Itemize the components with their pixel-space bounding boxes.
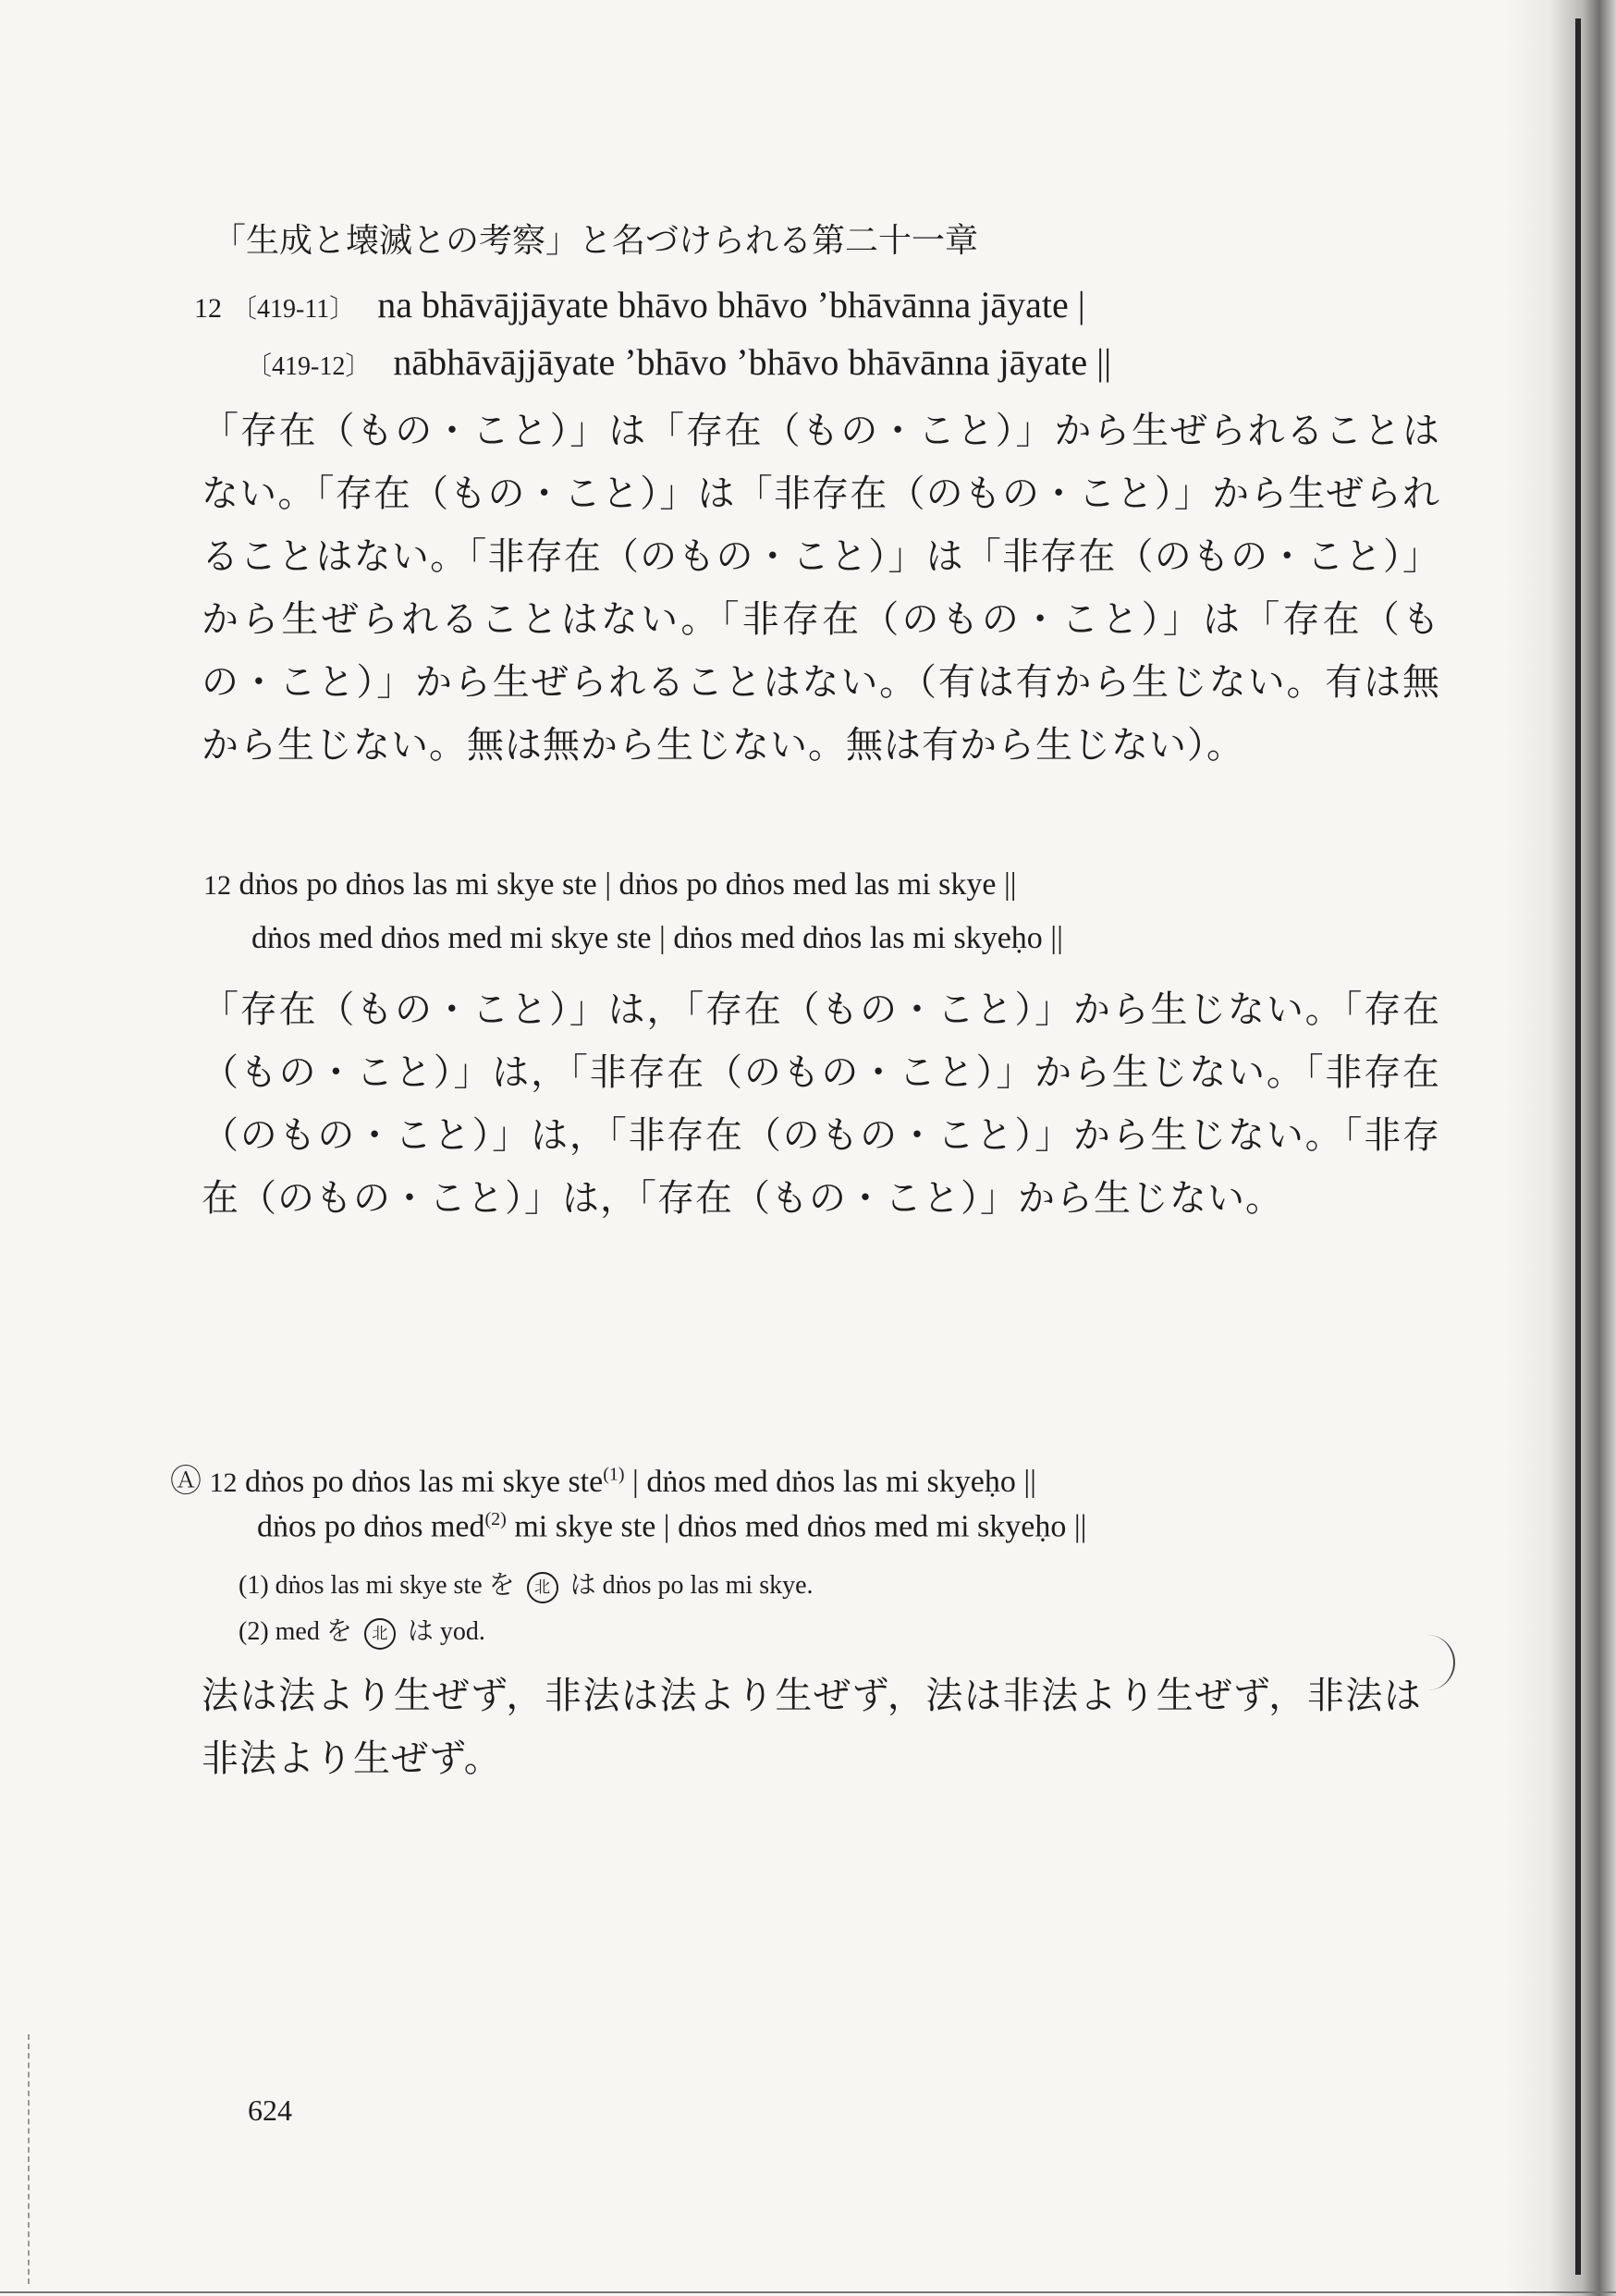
variant-line-2: [257, 1509, 1086, 1544]
sanskrit-line-2: [246, 340, 1111, 384]
footnote-text: は yod.: [407, 1617, 485, 1646]
circled-sigla: 北: [364, 1618, 396, 1650]
footnote-text: med を: [275, 1617, 352, 1646]
margin-mark: [1426, 1635, 1455, 1690]
verse-text: dṅos po dṅos las mi skye ste: [245, 1465, 604, 1499]
verse-text: nābhāvājjāyate ’bhāvo ’bhāvo bhāvānna jāyate ||: [393, 341, 1112, 383]
verse-text: | dṅos med dṅos las mi skyeḥo ||: [624, 1465, 1036, 1499]
variant-marker: Ⓐ: [170, 1465, 202, 1499]
variant-line-1: [170, 1455, 1036, 1501]
tibetan-line-1: [203, 867, 1017, 902]
footnote-2: [239, 1611, 485, 1650]
footnote-1: [239, 1565, 814, 1603]
binding-shadow: [1505, 0, 1616, 2296]
footnote-ref: (2): [484, 1509, 507, 1529]
footnote-ref: (1): [603, 1464, 625, 1485]
page-number: 624: [248, 2093, 292, 2127]
verse-number: 12: [209, 1467, 238, 1498]
footnote-number: (2): [239, 1617, 269, 1646]
verse-number: 12: [194, 293, 222, 324]
tibetan-line-2: [251, 921, 1063, 956]
verse-ref: 〔419-11〕: [231, 295, 356, 324]
variant-translation: 法は法より生ぜず，非法は法より生ぜず，法は非法より生ぜず，非法は非法より生ぜず。: [202, 1675, 1422, 1780]
footnote-number: (1): [239, 1571, 269, 1600]
scan-edge-marks: [28, 2034, 35, 2284]
sanskrit-translation: 「存在（もの・こと）」は「存在（もの・こと）」から生ぜられることはない。「存在（もの・こと）」は「非存在（のもの・こと）」から生ぜられることはない。「非存在（のもの・こと）」は「非存在（のもの・こと）」から生ぜられることはない。「非存在（のもの・こと）」は「存在（もの・こと）」から生ぜられることはない。（有は有から生じない。有は無から生じない。無は無から生じない。無は有から生じない）。: [202, 410, 1440, 767]
verse-text: dṅos po dṅos med: [257, 1509, 485, 1544]
verse-number: 12: [203, 870, 231, 901]
circled-sigla: 北: [527, 1572, 558, 1603]
verse-text: mi skye ste | dṅos med dṅos med mi skyeḥo ||: [506, 1509, 1087, 1544]
footnote-text: dṅos las mi skye ste を: [275, 1571, 515, 1600]
verse-text: dṅos po dṅos las mi skye ste | dṅos po dṅos med las mi skye ||: [239, 867, 1017, 902]
verse-text: dṅos med dṅos med mi skye ste | dṅos med dṅos las mi skyeḥo ||: [251, 921, 1063, 955]
sanskrit-line-1: [194, 283, 1085, 326]
footnote-text: は dṅos po las mi skye.: [569, 1571, 814, 1600]
verse-ref: 〔419-12〕: [246, 352, 372, 381]
binding-edge: [1575, 18, 1581, 2275]
bottom-edge: [0, 2291, 1616, 2293]
verse-text: na bhāvājjāyate bhāvo bhāvo ’bhāvānna jāyate |: [377, 284, 1085, 325]
tibetan-translation: 「存在（もの・こと）」は，「存在（もの・こと）」から生じない。「存在（もの・こと）」は，「非存在（のもの・こと）」から生じない。「非存在（のもの・こと）」は，「非存在（のもの・こと）」から生じない。「非存在（のもの・こと）」は，「存在（もの・こと）」から生じない。: [202, 988, 1440, 1220]
chapter-title: 「生成と壊滅との考察」と名づけられる第二十一章: [213, 222, 979, 260]
